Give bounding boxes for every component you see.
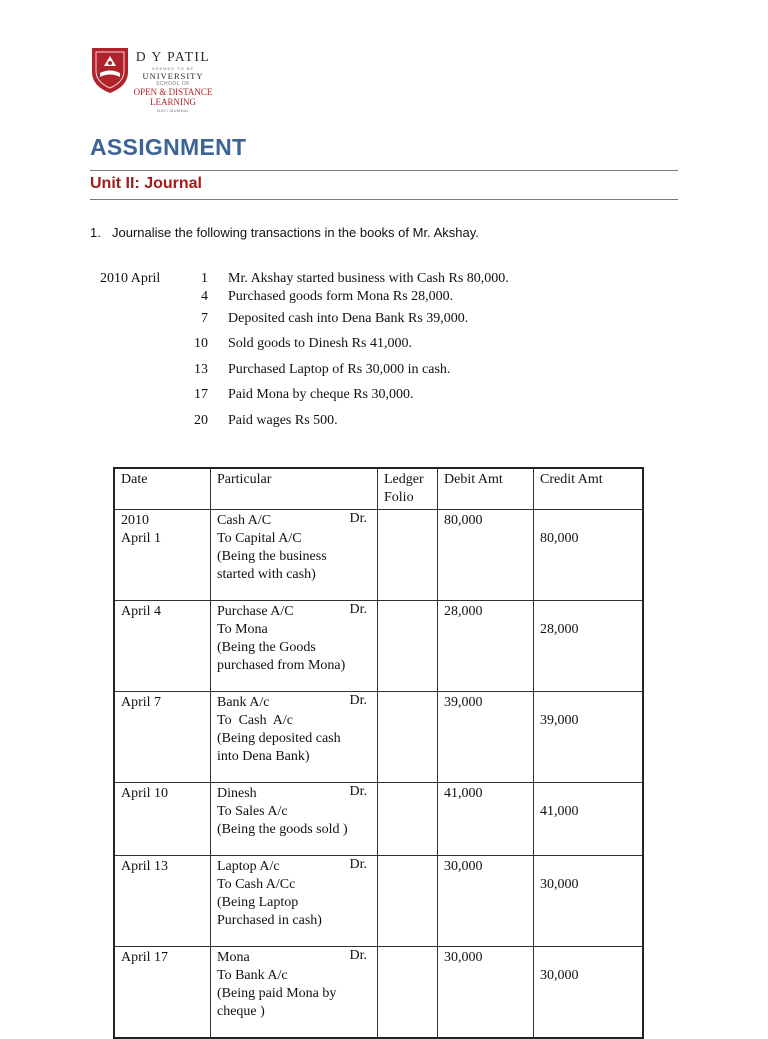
transaction-day: 7 [201, 311, 208, 326]
university-logo [90, 46, 220, 118]
header-particular: Particular [211, 468, 378, 510]
transaction-desc: Paid wages Rs 500. [228, 413, 338, 428]
narration-line: Purchased in cash) [217, 913, 322, 928]
debit-account: Mona [217, 950, 250, 965]
entry-credit: 80,000 [534, 510, 644, 601]
shield-crest-icon [90, 46, 130, 94]
transaction-day: 13 [194, 362, 208, 377]
credit-account: To Capital A/C [217, 531, 302, 546]
narration-line: (Being deposited cash [217, 731, 341, 746]
debit-account: Dinesh [217, 786, 257, 801]
question-text: Journalise the following transactions in the books of Mr. Akshay. [112, 225, 479, 240]
entry-date [114, 510, 211, 601]
dr-label: Dr. [349, 948, 367, 963]
header-date: Date [114, 468, 211, 510]
entry-particular [211, 947, 378, 1039]
entry-date [114, 783, 211, 856]
narration-line: (Being the goods sold ) [217, 822, 348, 837]
transaction-desc: Paid Mona by cheque Rs 30,000. [228, 387, 414, 402]
credit-account: To Mona [217, 622, 268, 637]
logo-name: D Y PATIL [135, 49, 211, 64]
table-row [114, 510, 643, 601]
entry-date-line: April 10 [121, 786, 169, 801]
logo-deemed: DEEMED TO BE [151, 66, 195, 71]
entry-date-line: April 4 [121, 604, 162, 619]
dr-label: Dr. [349, 857, 367, 872]
entry-credit: 30,000 [534, 947, 644, 1039]
header-ledger: Ledger [384, 472, 424, 487]
credit-account: To Cash A/Cc [217, 877, 296, 892]
dr-label: Dr. [349, 693, 367, 708]
question [90, 225, 479, 240]
transaction-day: 10 [194, 336, 208, 351]
narration-line: (Being paid Mona by [217, 986, 337, 1001]
entry-ledger-folio [378, 783, 438, 856]
entry-date [114, 601, 211, 692]
entry-date [114, 856, 211, 947]
entry-date-line: April 17 [121, 950, 169, 965]
credit-account: To Bank A/c [217, 968, 288, 983]
entry-particular [211, 783, 378, 856]
entry-particular [211, 510, 378, 601]
debit-account: Purchase A/C [217, 604, 294, 619]
transaction-desc: Deposited cash into Dena Bank Rs 39,000. [228, 311, 469, 326]
entry-date-line: April 13 [121, 859, 169, 874]
entry-credit: 28,000 [534, 601, 644, 692]
unit-divider [90, 199, 678, 200]
narration-line: (Being the Goods [217, 640, 316, 655]
transaction-desc: Purchased Laptop of Rs 30,000 in cash. [228, 362, 451, 377]
journal-table [113, 467, 644, 1039]
entry-ledger-folio [378, 510, 438, 601]
entry-date-line: 2010 [121, 513, 149, 528]
entry-debit: 30,000 [438, 856, 534, 947]
entry-debit: 80,000 [438, 510, 534, 601]
title-divider [90, 170, 678, 171]
dr-label: Dr. [349, 784, 367, 799]
entry-date [114, 692, 211, 783]
header-debit: Debit Amt [438, 468, 534, 510]
table-row [114, 856, 643, 947]
logo-open-distance: OPEN & DISTANCE [133, 87, 213, 97]
entry-date-line: April 7 [121, 695, 162, 710]
credit-account: To Sales A/c [217, 804, 288, 819]
entry-ledger-folio [378, 856, 438, 947]
logo-city: NAVI MUMBAI [157, 108, 189, 113]
entry-debit: 39,000 [438, 692, 534, 783]
narration-line: cheque ) [217, 1004, 265, 1019]
transaction-day: 20 [194, 413, 208, 428]
header-ledger-folio [378, 468, 438, 510]
narration-line: purchased from Mona) [217, 658, 346, 673]
debit-account: Laptop A/c [217, 859, 280, 874]
entry-ledger-folio [378, 692, 438, 783]
transaction-desc: Mr. Akshay started business with Cash Rs 80,000. [228, 271, 509, 286]
logo-learning: LEARNING [150, 97, 196, 107]
narration-line: (Being the business [217, 549, 327, 564]
dr-label: Dr. [349, 602, 367, 617]
header-credit: Credit Amt [534, 468, 644, 510]
entry-debit: 41,000 [438, 783, 534, 856]
transaction-day: 1 [201, 271, 208, 286]
entry-credit: 39,000 [534, 692, 644, 783]
debit-account: Bank A/c [217, 695, 270, 710]
table-row [114, 601, 643, 692]
entry-particular [211, 692, 378, 783]
table-row [114, 692, 643, 783]
question-number: 1. [90, 225, 101, 240]
entry-particular [211, 856, 378, 947]
entry-date-line: April 1 [121, 531, 162, 546]
narration-line: into Dena Bank) [217, 749, 310, 764]
logo-school-of: SCHOOL OF [156, 81, 190, 87]
entry-debit: 28,000 [438, 601, 534, 692]
transaction-day: 4 [201, 289, 208, 304]
logo-university: UNIVERSITY [142, 71, 204, 81]
transaction-desc: Sold goods to Dinesh Rs 41,000. [228, 336, 412, 351]
transaction-period: 2010 April [100, 271, 161, 286]
header-folio: Folio [384, 490, 414, 505]
table-header-row [114, 468, 643, 510]
entry-ledger-folio [378, 601, 438, 692]
entry-date [114, 947, 211, 1039]
dr-label: Dr. [349, 511, 367, 526]
entry-debit: 30,000 [438, 947, 534, 1039]
debit-account: Cash A/C [217, 513, 272, 528]
entry-credit: 30,000 [534, 856, 644, 947]
transaction-day: 17 [194, 387, 208, 402]
narration-line: started with cash) [217, 567, 316, 582]
entry-particular [211, 601, 378, 692]
table-row [114, 947, 643, 1039]
page-title: ASSIGNMENT [90, 134, 247, 160]
unit-heading: Unit II: Journal [90, 175, 202, 192]
table-row [114, 783, 643, 856]
entry-ledger-folio [378, 947, 438, 1039]
credit-account: To Cash A/c [217, 713, 294, 728]
entry-credit: 41,000 [534, 783, 644, 856]
narration-line: (Being Laptop [217, 895, 299, 910]
transaction-desc: Purchased goods form Mona Rs 28,000. [228, 289, 454, 304]
